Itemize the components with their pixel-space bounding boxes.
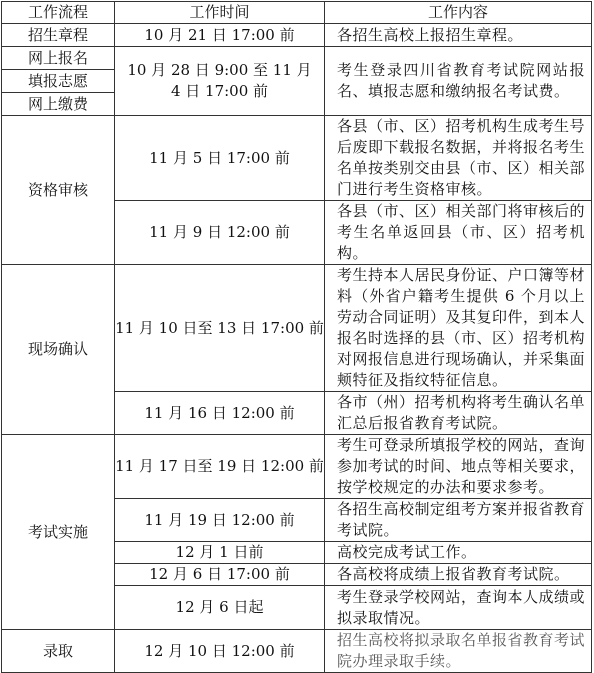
time-cell: 12 月 6 日 17:00 前	[115, 564, 325, 586]
time-cell: 12 月 6 日起	[115, 586, 325, 630]
header-time: 工作时间	[115, 2, 325, 24]
stage-cell: 资格审核	[2, 116, 115, 265]
stage-cell: 现场确认	[2, 265, 115, 435]
content-cell: 考生登录学校网站，查询本人成绩或拟录取情况。	[325, 586, 592, 630]
table-row	[2, 435, 592, 499]
content-cell: 考生持本人居民身份证、户口簿等材料（外省户籍考生提供 6 个月以上劳动合同证明）及其复印件，到本人报名时选择的县（市、区）招考机构对网报信息进行现场确认，并采集面颊特征及指纹特征信息。	[325, 265, 592, 392]
schedule-table	[1, 1, 592, 673]
table-row	[2, 116, 592, 201]
content-cell: 各市（州）招考机构将考生确认名单汇总后报省教育考试院。	[325, 392, 592, 435]
content-cell: 各招生高校制定组考方案并报省教育考试院。	[325, 499, 592, 542]
time-cell: 10 月 21 日 17:00 前	[115, 24, 325, 47]
time-cell: 11 月 5 日 17:00 前	[115, 116, 325, 201]
content-cell: 各县（市、区）相关部门将审核后的考生名单返回县（市、区）招考机构。	[325, 201, 592, 265]
content-cell: 招生高校将拟录取名单报省教育考试院办理录取手续。	[325, 630, 592, 673]
stage-cell: 考试实施	[2, 435, 115, 630]
table-row	[2, 630, 592, 673]
content-cell: 高校完成考试工作。	[325, 542, 592, 564]
content-cell: 各县（市、区）招考机构生成考生号后废即下载报名数据，并将报名考生名单按类别交由县（市、区）相关部门进行考生资格审核。	[325, 116, 592, 201]
time-cell: 11 月 16 日 12:00 前	[115, 392, 325, 435]
time-cell: 10 月 28 日 9:00 至 11 月 4 日 17:00 前	[115, 47, 325, 116]
header-stage: 工作流程	[2, 2, 115, 24]
header-content: 工作内容	[325, 2, 592, 24]
content-cell: 各招生高校上报招生章程。	[325, 24, 592, 47]
time-cell: 11 月 19 日 12:00 前	[115, 499, 325, 542]
table-row	[2, 265, 592, 392]
time-cell: 11 月 9 日 12:00 前	[115, 201, 325, 265]
time-cell: 12 月 10 日 12:00 前	[115, 630, 325, 673]
stage-cell: 网上缴费	[2, 93, 115, 116]
stage-cell: 填报志愿	[2, 70, 115, 93]
content-cell: 各高校将成绩上报省教育考试院。	[325, 564, 592, 586]
time-cell: 12 月 1 日前	[115, 542, 325, 564]
stage-cell: 招生章程	[2, 24, 115, 47]
stage-cell: 网上报名	[2, 47, 115, 70]
stage-cell: 录取	[2, 630, 115, 673]
time-cell: 11 月 17 日至 19 日 12:00 前	[115, 435, 325, 499]
time-cell: 11 月 10 日至 13 日 17:00 前	[115, 265, 325, 392]
header-row	[2, 2, 592, 24]
content-cell: 考生可登录所填报学校的网站，查询参加考试的时间、地点等相关要求，按学校规定的办法和要求参考。	[325, 435, 592, 499]
content-cell: 考生登录四川省教育考试院网站报名、填报志愿和缴纳报名考试费。	[325, 47, 592, 116]
table-row	[2, 24, 592, 47]
table-row	[2, 47, 592, 70]
